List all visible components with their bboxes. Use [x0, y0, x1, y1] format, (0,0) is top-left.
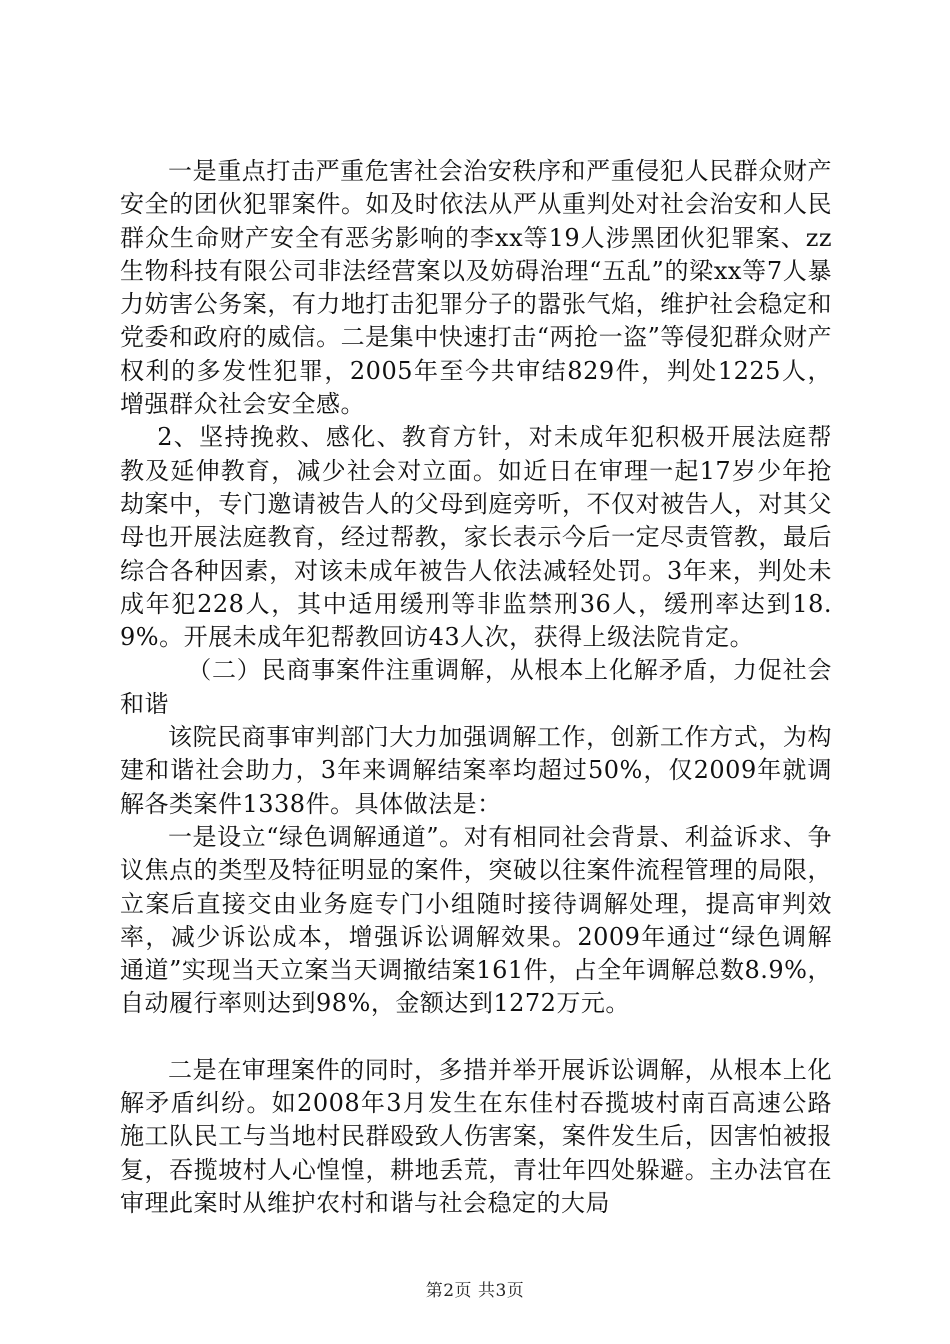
section-heading-civil-mediation: （二）民商事案件注重调解，从根本上化解矛盾，力促社会和谐 — [120, 656, 832, 718]
paragraph-mediation-overview: 该院民商事审判部门大力加强调解工作，创新工作方式，为构建和谐社会助力，3年来调解结案率均超过50%，仅2009年就调解各类案件1338件。具体做法是： — [120, 723, 832, 818]
paragraph-litigation-mediation: 二是在审理案件的同时，多措并举开展诉讼调解，从根本上化解矛盾纠纷。如2008年3月发生在东佳村吞揽坡村南百高速公路施工队民工与当地村民群殴致人伤害案，案件发生后，因害怕被报复，吞揽坡村人心惶惶，耕地丢荒，青壮年四处躲避。主办法官在审理此案时从维护农村和谐与社会稳定的大局 — [120, 1055, 832, 1217]
page-footer — [0, 1276, 950, 1301]
paragraph-green-channel: 一是设立“绿色调解通道”。对有相同社会背景、利益诉求、争议焦点的类型及特征明显的案件，突破以往案件流程管理的局限，立案后直接交由业务庭专门小组随时接待调解处理，提高审判效率，减少诉讼成本，增强诉讼调解效果。2009年通过“绿色调解通道”实现当天立案当天调撤结案161件，占全年调解总数8.9%，自动履行率则达到98%，金额达到1272万元。 — [120, 822, 832, 1018]
document-body — [120, 155, 832, 1220]
paragraph-crackdown-gangs: 一是重点打击严重危害社会治安秩序和严重侵犯人民群众财产安全的团伙犯罪案件。如及时依法从严从重判处对社会治安和人民群众生命财产安全有恶劣影响的李xx等19人涉黑团伙犯罪案、zz生物科技有限公司非法经营案以及妨碍治理“五乱”的梁xx等7人暴力妨害公务案，有力地打击犯罪分子的嚣张气焰，维护社会稳定和党委和政府的威信。二是集中快速打击“两抢一盗”等侵犯群众财产权利的多发性犯罪，2005年至今共审结829件，判处1225人，增强群众社会安全感。 — [120, 157, 832, 419]
page-number-label: 第2页 共3页 — [425, 1281, 525, 1301]
paragraph-juvenile-education: 2、坚持挽救、感化、教育方针，对未成年犯积极开展法庭帮教及延伸教育，减少社会对立面。如近日在审理一起17岁少年抢劫案中，专门邀请被告人的父母到庭旁听，不仅对被告人，对其父母也开展法庭教育，经过帮教，家长表示今后一定尽责管教，最后综合各种因素，对该未成年被告人依法减轻处罚。3年来，判处未成年犯228人，其中适用缓刑等非监禁刑36人，缓刑率达到18.9%。开展未成年犯帮教回访43人次，获得上级法院肯定。 — [120, 423, 832, 652]
